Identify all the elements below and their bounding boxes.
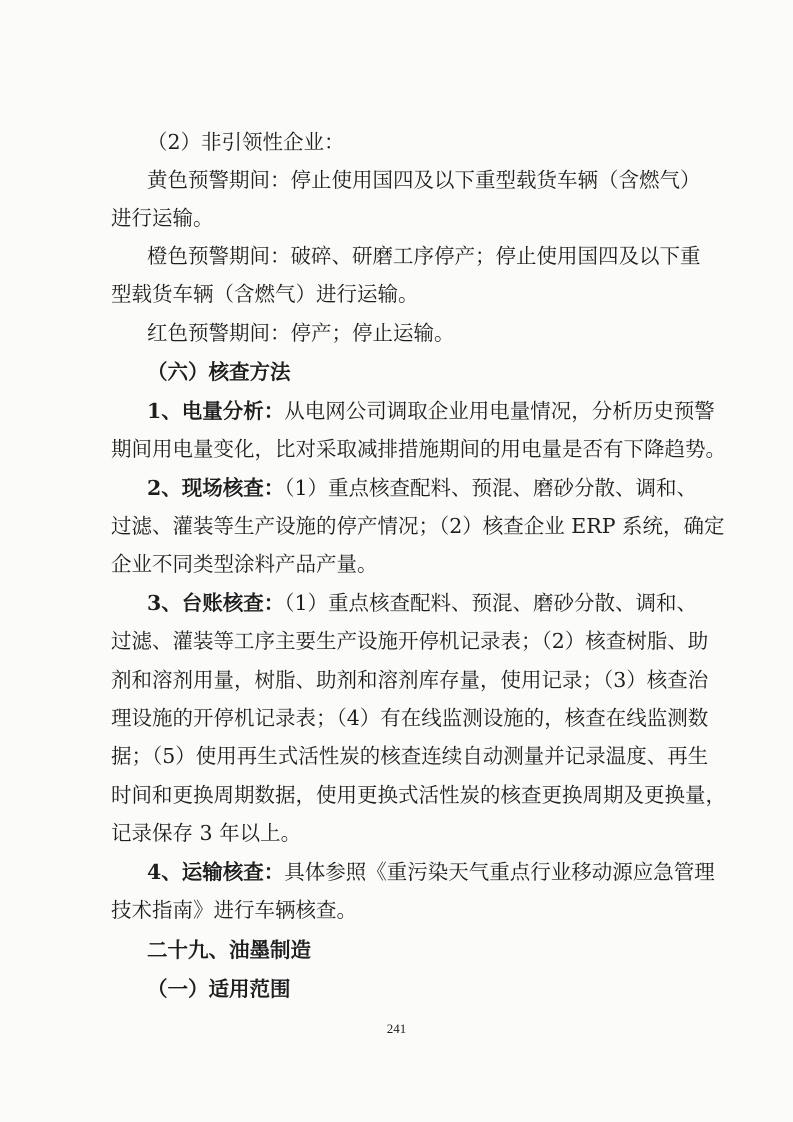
text-line: （2）非引领性企业： bbox=[147, 130, 345, 154]
text-line: 记录保存 3 年以上。 bbox=[111, 821, 302, 845]
text-line: 2、现场核查：（1）重点核查配料、预混、磨砂分散、调和、 bbox=[147, 476, 698, 500]
text-line: 3、台账核查：（1）重点核查配料、预混、磨砂分散、调和、 bbox=[147, 591, 698, 615]
chapter-heading: 二十九、油墨制造 bbox=[147, 938, 311, 962]
text-line: 期间用电量变化，比对采取减排措施期间的用电量是否有下降趋势。 bbox=[111, 437, 726, 461]
section-heading: （一）适用范围 bbox=[147, 977, 291, 1001]
text-line: 据；（5）使用再生式活性炭的核查连续自动测量并记录温度、再生 bbox=[111, 744, 709, 768]
text-line: 橙色预警期间：破碎、研磨工序停产；停止使用国四及以下重 bbox=[147, 244, 701, 268]
text-line: 理设施的开停机记录表；（4）有在线监测设施的，核查在线监测数 bbox=[111, 706, 709, 730]
page-number: 241 bbox=[386, 1021, 407, 1036]
text-line: 型载货车辆（含燃气）进行运输。 bbox=[111, 282, 419, 306]
text-line: 时间和更换周期数据，使用更换式活性炭的核查更换周期及更换量， bbox=[111, 783, 726, 807]
text-line: 企业不同类型涂料产品产量。 bbox=[111, 552, 378, 576]
text-line: 黄色预警期间：停止使用国四及以下重型载货车辆（含燃气） bbox=[147, 168, 701, 192]
text-line: 4、运输核查：具体参照《重污染天气重点行业移动源应急管理 bbox=[147, 860, 715, 884]
text-line: 1、电量分析：从电网公司调取企业用电量情况，分析历史预警 bbox=[147, 399, 715, 423]
text-line: 剂和溶剂用量，树脂、助剂和溶剂库存量，使用记录；（3）核查治 bbox=[111, 668, 709, 692]
text-line: 过滤、灌装等工序主要生产设施开停机记录表；（2）核查树脂、助 bbox=[111, 629, 709, 653]
text-line: 进行运输。 bbox=[111, 206, 214, 230]
text-line: 技术指南》进行车辆核查。 bbox=[111, 898, 357, 922]
text-line: 过滤、灌装等生产设施的停产情况；（2）核查企业 ERP 系统，确定 bbox=[111, 514, 725, 538]
text-line: 红色预警期间：停产；停止运输。 bbox=[147, 321, 455, 345]
section-heading: （六）核查方法 bbox=[147, 360, 291, 384]
